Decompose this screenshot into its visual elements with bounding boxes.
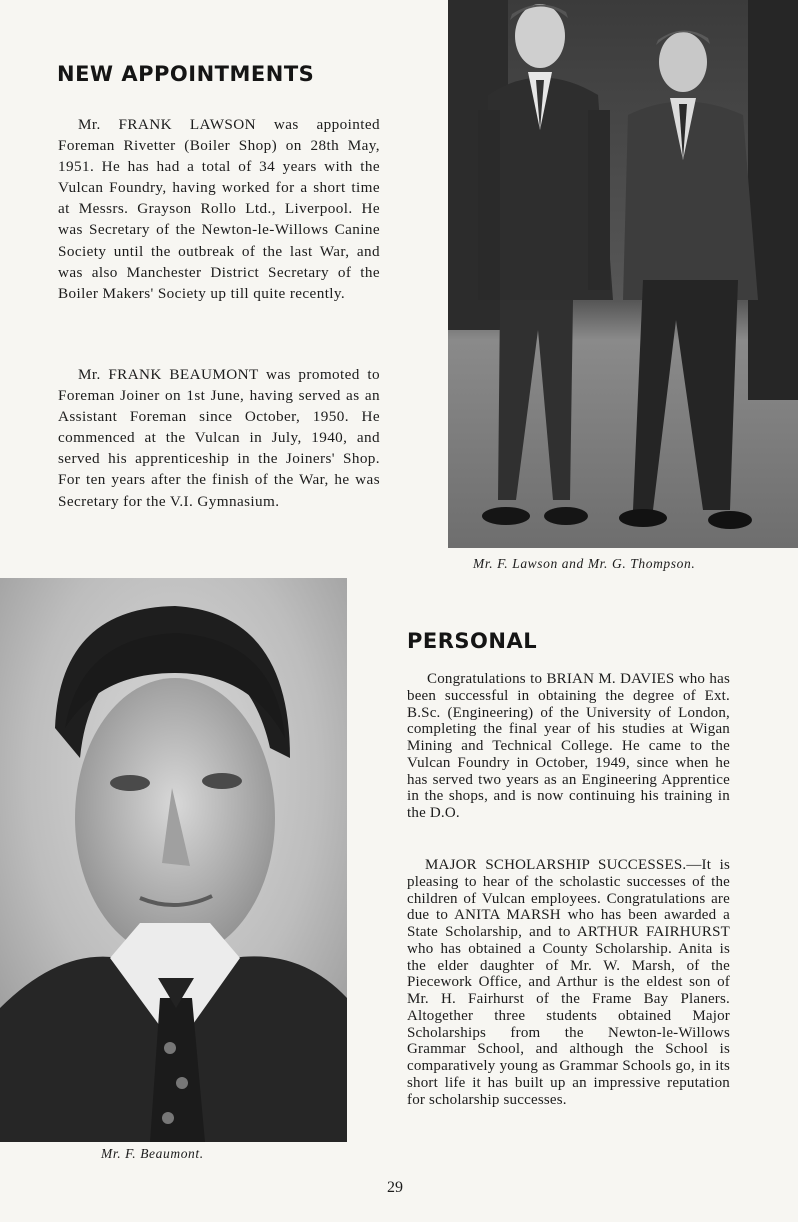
portrait-image bbox=[0, 578, 347, 1142]
lawson-thompson-photo bbox=[448, 0, 798, 548]
beaumont-caption: Mr. F. Beaumont. bbox=[101, 1146, 204, 1161]
beaumont-photo bbox=[0, 578, 347, 1142]
lawson-thompson-caption: Mr. F. Lawson and Mr. G. Thompson. bbox=[473, 556, 696, 571]
scholarship-paragraph: MAJOR SCHOLARSHIP SUCCESSES.—It is pleasing to hear of the scholastic successes of the children of Vulcan employees. Congratulations are due to ANITA MARSH who has been awarded a State Scholarship, and to ARTHUR FAIRHURST who has obtained a County Scholarship. Anita is the elder daughter of Mr. W. Marsh, of the Piecework Office, and Arthur is the eldest son of Mr. H. Fairhurst of the Frame Bay Planers. Altogether three students obtained Major Scholarships from the Newton-le-Willows Grammar School, and although the School is comparatively young as Grammar Schools go, in its short life it has built up an impressive reputation for scholarship successes. bbox=[407, 857, 730, 1108]
beaumont-paragraph: Mr. FRANK BEAUMONT was promoted to Foreman Joiner on 1st June, having served as an Assistant Foreman since October, 1950. He commenced at the Vulcan in July, 1940, and served his apprenticeship in the Joiners' Shop. For ten years after the finish of the War, he was Secretary for the V.I. Gymnasium. bbox=[58, 366, 380, 510]
two-men-standing-image bbox=[448, 0, 798, 548]
new-appointments-heading: NEW APPOINTMENTS bbox=[57, 62, 315, 86]
personal-heading: PERSONAL bbox=[407, 629, 538, 653]
page-number: 29 bbox=[387, 1179, 403, 1196]
davies-paragraph: Congratulations to BRIAN M. DAVIES who has been successful in obtaining the degree of Ext. B.Sc. (Engineering) of the University of London, completing the final year of his studies at Wigan Mining and Technical College. He came to the Vulcan Foundry in October, 1949, since when he has served two years as an Engineering Apprentice in the shops, and is now continuing his training in the D.O. bbox=[407, 671, 730, 821]
lawson-paragraph: Mr. FRANK LAWSON was appointed Foreman Rivetter (Boiler Shop) on 28th May, 1951. He has had a total of 34 years with the Vulcan Foundry, having worked for a short time at Messrs. Grayson Rollo Ltd., Liverpool. He was Secretary of the Newton-le-Willows Canine Society until the outbreak of the last War, and was also Manchester District Secretary of the Boiler Makers' Society up till quite recently. bbox=[58, 116, 380, 302]
